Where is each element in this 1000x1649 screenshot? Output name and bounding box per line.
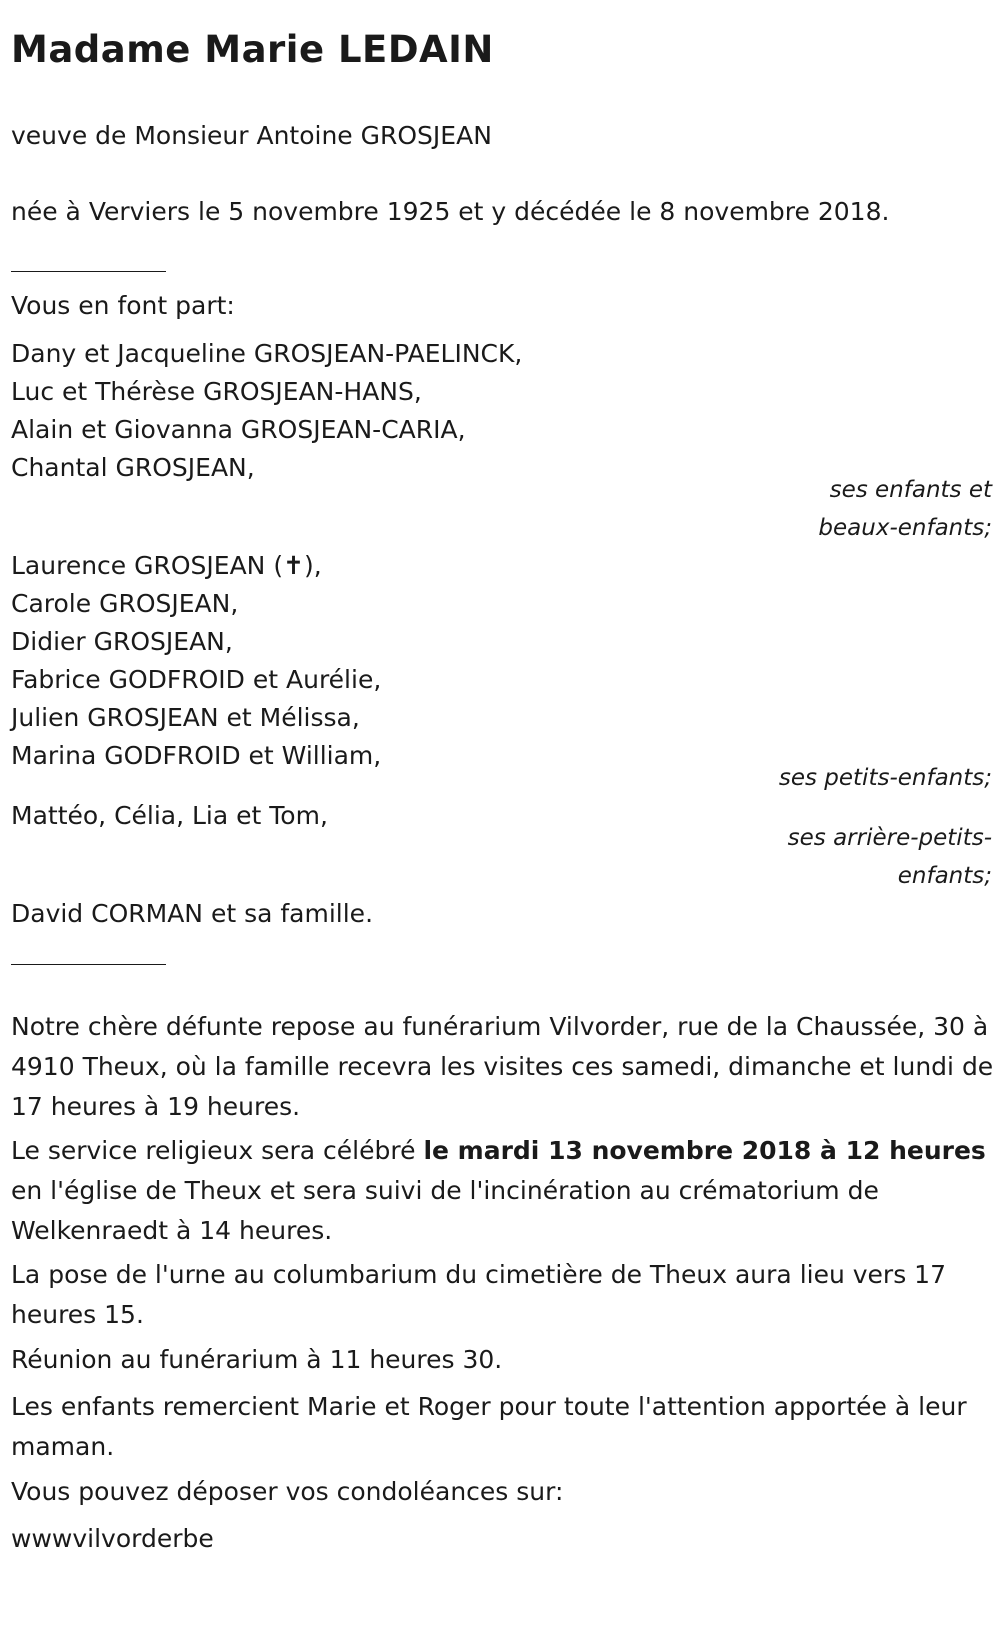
spouse-line: veuve de Monsieur Antoine GROSJEAN [11,121,492,150]
great-grandchildren-role-label: enfants; [897,863,992,889]
website-link[interactable]: wwwvilvorderbe [11,1524,214,1553]
children-role-label: ses enfants et [829,477,992,503]
child-entry: Luc et Thérèse GROSJEAN-HANS, [11,377,422,406]
service-text-before: Le service religieux sera célébré [11,1136,424,1165]
great-grandchildren-entry: Mattéo, Célia, Lia et Tom, [11,801,328,830]
children-role-label: beaux-enfants; [818,515,992,541]
funeral-home-paragraph: Notre chère défunte repose au funérarium Vilvorder, rue de la Chaussée, 30 à 4910 Theux, où la famille recevra les visites ces samedi, dimanche et lundi de 17 heures à 19 heures. [11,1012,994,1121]
grandchild-entry: Julien GROSJEAN et Mélissa, [11,703,360,732]
thanks-paragraph: Les enfants remercient Marie et Roger pour toute l'attention apportée à leur maman. [11,1392,967,1461]
grandchild-entry: Carole GROSJEAN, [11,589,239,618]
service-date: le mardi 13 novembre 2018 à 12 heures [423,1136,986,1165]
urn-paragraph: La pose de l'urne au columbarium du cimetière de Theux aura lieu vers 17 heures 15. [11,1260,946,1329]
other-family-entry: David CORMAN et sa famille. [11,899,374,928]
grandchildren-role-label: ses petits-enfants; [778,765,992,791]
deceased-name-heading: Madame Marie LEDAIN [11,28,494,71]
grandchild-entry: Didier GROSJEAN, [11,627,233,656]
child-entry: Alain et Giovanna GROSJEAN-CARIA, [11,415,466,444]
condolences-intro: Vous pouvez déposer vos condoléances sur: [11,1477,564,1506]
announce-intro: Vous en font part: [11,291,235,320]
meeting-paragraph: Réunion au funérarium à 11 heures 30. [11,1345,503,1374]
child-entry: Chantal GROSJEAN, [11,453,255,482]
birth-death-line: née à Verviers le 5 novembre 1925 et y décédée le 8 novembre 2018. [11,197,890,226]
separator-line [11,271,166,272]
service-paragraph [11,1131,997,1251]
great-grandchildren-role-label: ses arrière-petits- [787,825,992,851]
grandchild-entry: Laurence GROSJEAN (✝), [11,551,322,580]
service-text-after: en l'église de Theux et sera suivi de l'incinération au crématorium de Welkenraedt à 14 heures. [11,1176,879,1245]
separator-line [11,964,166,965]
grandchild-entry: Fabrice GODFROID et Aurélie, [11,665,382,694]
child-entry: Dany et Jacqueline GROSJEAN-PAELINCK, [11,339,523,368]
grandchild-entry: Marina GODFROID et William, [11,741,382,770]
